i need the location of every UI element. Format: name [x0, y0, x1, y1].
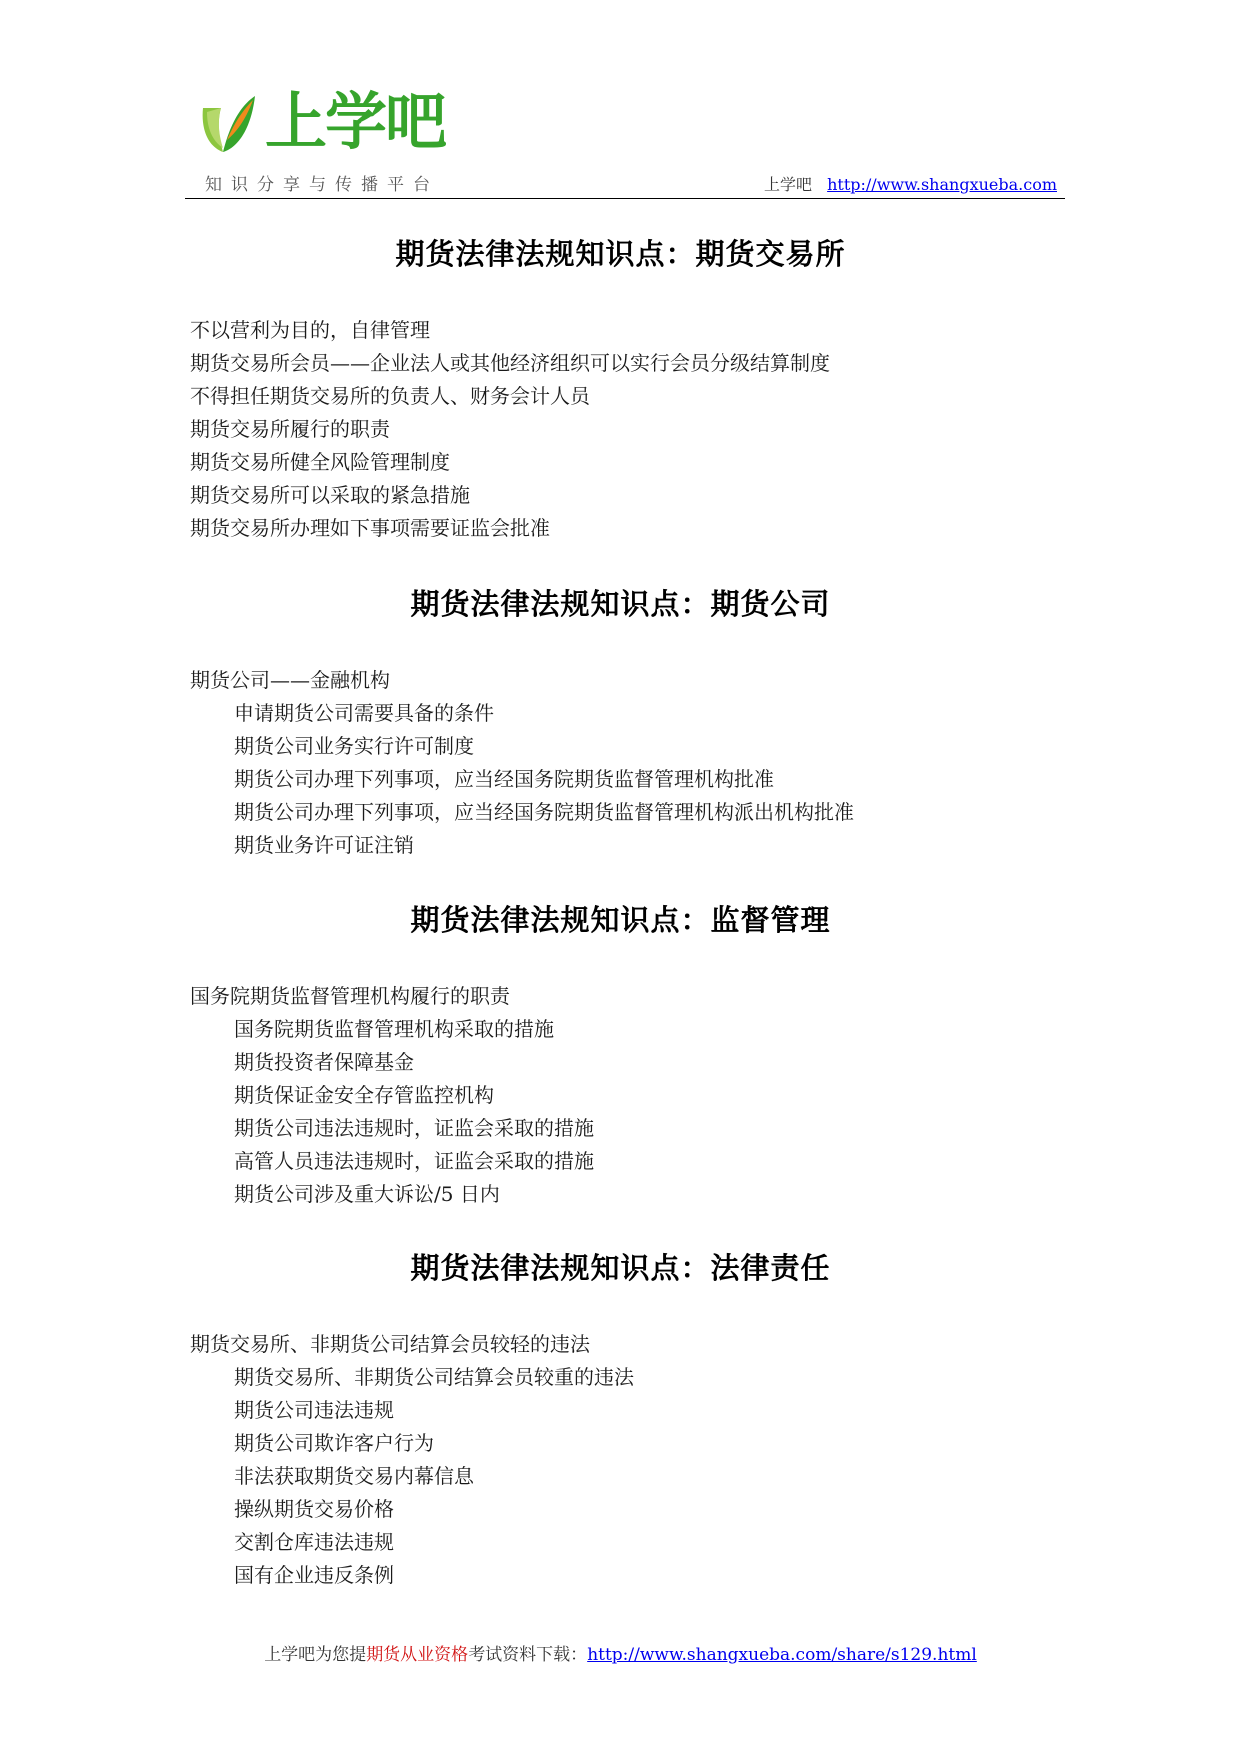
list-item: 期货交易所健全风险管理制度 — [190, 450, 450, 474]
list-item: 期货交易所办理如下事项需要证监会批准 — [190, 516, 550, 540]
list-item: 期货公司违法违规 — [234, 1398, 394, 1422]
list-item: 期货交易所履行的职责 — [190, 417, 390, 441]
list-item: 国有企业违反条例 — [234, 1563, 394, 1587]
logo-slogan: 知识分享与传播平台 — [205, 175, 439, 195]
list-item: 期货公司涉及重大诉讼/5 日内 — [234, 1182, 500, 1206]
section-list-supervision — [190, 980, 594, 1211]
list-item: 期货交易所、非期货公司结算会员较重的违法 — [234, 1365, 634, 1389]
list-item: 非法获取期货交易内幕信息 — [234, 1464, 474, 1488]
list-item: 期货公司——金融机构 — [190, 668, 390, 692]
section-list-liability — [190, 1328, 634, 1592]
list-item: 期货公司欺诈客户行为 — [234, 1431, 434, 1455]
list-item: 交割仓库违法违规 — [234, 1530, 394, 1554]
section-title-supervision: 期货法律法规知识点：监督管理 — [410, 903, 831, 937]
list-item: 不得担任期货交易所的负责人、财务会计人员 — [190, 384, 590, 408]
section-list-exchange — [190, 314, 830, 545]
footer-download-link[interactable]: http://www.shangxueba.com/share/s129.html — [587, 1645, 977, 1665]
site-name: 上学吧 — [764, 175, 813, 194]
site-url-link[interactable]: http://www.shangxueba.com — [827, 175, 1057, 194]
section-list-company — [190, 664, 854, 862]
list-item: 期货公司办理下列事项，应当经国务院期货监督管理机构派出机构批准 — [234, 800, 854, 824]
footer-prefix: 上学吧为您提 — [264, 1645, 367, 1665]
page-footer — [0, 1640, 1241, 1665]
list-item: 不以营利为目的，自律管理 — [190, 318, 430, 342]
list-item: 国务院期货监督管理机构履行的职责 — [190, 984, 510, 1008]
list-item: 期货投资者保障基金 — [234, 1050, 414, 1074]
list-item: 期货公司业务实行许可制度 — [234, 734, 474, 758]
section-title-company: 期货法律法规知识点：期货公司 — [410, 587, 831, 621]
list-item: 申请期货公司需要具备的条件 — [234, 701, 494, 725]
leaf-check-logo-icon — [197, 90, 259, 156]
list-item: 期货交易所、非期货公司结算会员较轻的违法 — [190, 1332, 590, 1356]
page-header — [185, 80, 1065, 200]
list-item: 期货保证金安全存管监控机构 — [234, 1083, 494, 1107]
list-item: 期货交易所可以采取的紧急措施 — [190, 483, 470, 507]
header-divider — [185, 198, 1065, 199]
logo-wordmark: 上学吧 — [265, 85, 446, 158]
section-title-exchange: 期货法律法规知识点：期货交易所 — [395, 237, 846, 271]
list-item: 期货交易所会员——企业法人或其他经济组织可以实行会员分级结算制度 — [190, 351, 830, 375]
section-title-liability: 期货法律法规知识点：法律责任 — [410, 1251, 831, 1285]
list-item: 期货公司办理下列事项，应当经国务院期货监督管理机构批准 — [234, 767, 774, 791]
footer-highlight: 期货从业资格 — [366, 1645, 469, 1665]
footer-middle: 考试资料下载： — [468, 1645, 588, 1665]
header-site-link — [764, 172, 1057, 195]
list-item: 国务院期货监督管理机构采取的措施 — [234, 1017, 554, 1041]
list-item: 操纵期货交易价格 — [234, 1497, 394, 1521]
list-item: 期货公司违法违规时，证监会采取的措施 — [234, 1116, 594, 1140]
list-item: 高管人员违法违规时，证监会采取的措施 — [234, 1149, 594, 1173]
list-item: 期货业务许可证注销 — [234, 833, 414, 857]
